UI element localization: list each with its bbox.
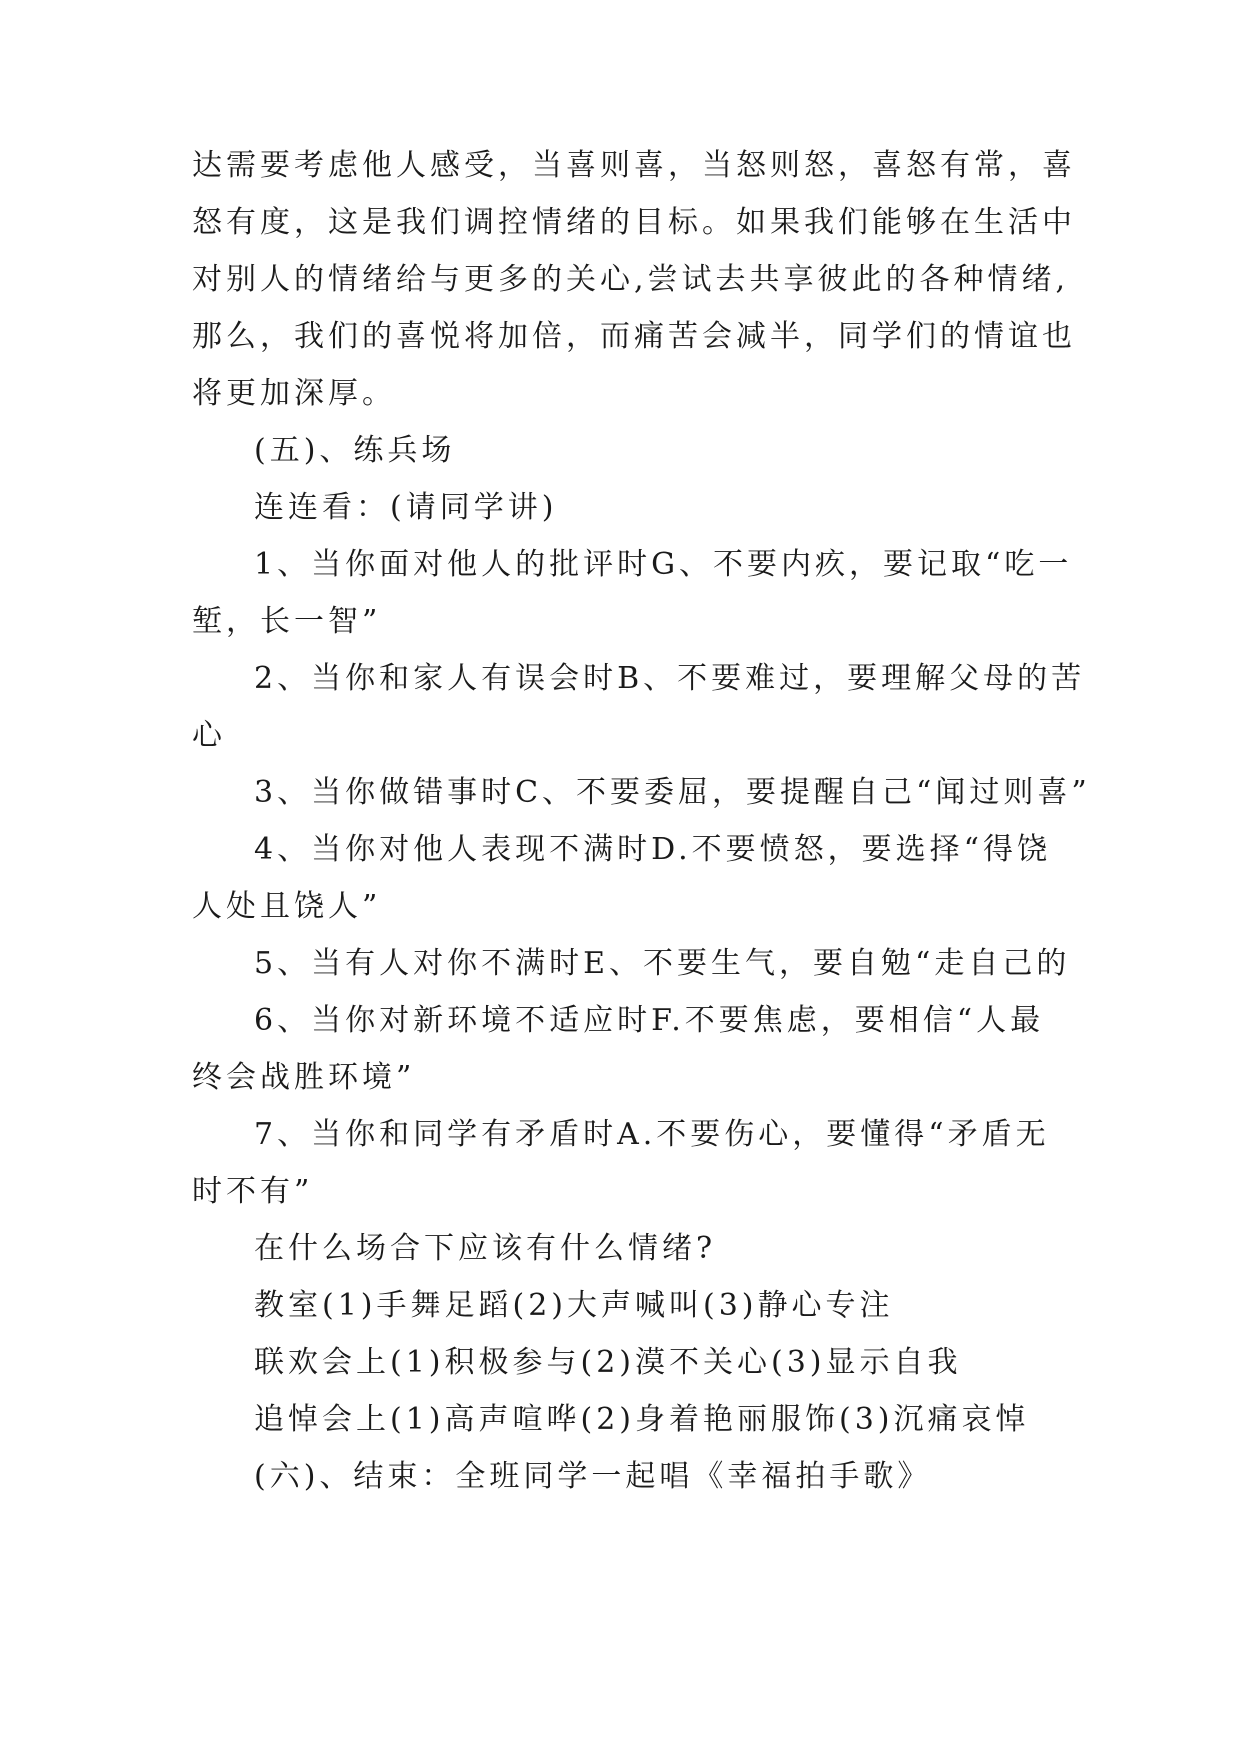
- list-item: 2、当你和家人有误会时B、不要难过，要理解父母的苦: [254, 661, 1086, 696]
- text-line: 联欢会上(1)积极参与(2)漠不关心(3)显示自我: [254, 1345, 962, 1380]
- text-line: 堑，长一智”: [192, 604, 382, 639]
- list-item: 7、当你和同学有矛盾时A.不要伤心，要懂得“矛盾无: [254, 1117, 1050, 1152]
- section-heading: (五)、练兵场: [254, 433, 456, 468]
- text-line: 心: [192, 718, 226, 753]
- text-line: 对别人的情绪给与更多的关心,尝试去共享彼此的各种情绪,: [192, 262, 1070, 297]
- text-line: 怒有度，这是我们调控情绪的目标。如果我们能够在生活中: [192, 205, 1076, 240]
- list-item: 1、当你面对他人的批评时G、不要内疚，要记取“吃一: [254, 547, 1073, 582]
- list-item: 4、当你对他人表现不满时D.不要愤怒，要选择“得饶: [254, 832, 1051, 867]
- text-line: 在什么场合下应该有什么情绪?: [254, 1231, 717, 1266]
- section-heading: (六)、结束：全班同学一起唱《幸福拍手歌》: [254, 1459, 932, 1494]
- text-line: 连连看：(请同学讲): [254, 490, 558, 525]
- text-line: 时不有”: [192, 1174, 314, 1209]
- list-item: 6、当你对新环境不适应时F.不要焦虑，要相信“人最: [254, 1003, 1045, 1038]
- text-line: 追悼会上(1)高声喧哗(2)身着艳丽服饰(3)沉痛哀悼: [254, 1402, 1030, 1437]
- text-line: 达需要考虑他人感受，当喜则喜，当怒则怒，喜怒有常，喜: [192, 148, 1076, 183]
- text-line: 将更加深厚。: [192, 376, 396, 411]
- text-line: 人处且饶人”: [192, 889, 382, 924]
- text-line: 那么，我们的喜悦将加倍，而痛苦会减半，同学们的情谊也: [192, 319, 1076, 354]
- list-item: 5、当有人对你不满时E、不要生气，要自勉“走自己的: [254, 946, 1071, 981]
- text-line: 终会战胜环境”: [192, 1060, 416, 1095]
- text-line: 教室(1)手舞足蹈(2)大声喊叫(3)静心专注: [254, 1288, 894, 1323]
- list-item: 3、当你做错事时C、不要委屈，要提醒自己“闻过则喜”: [254, 775, 1091, 810]
